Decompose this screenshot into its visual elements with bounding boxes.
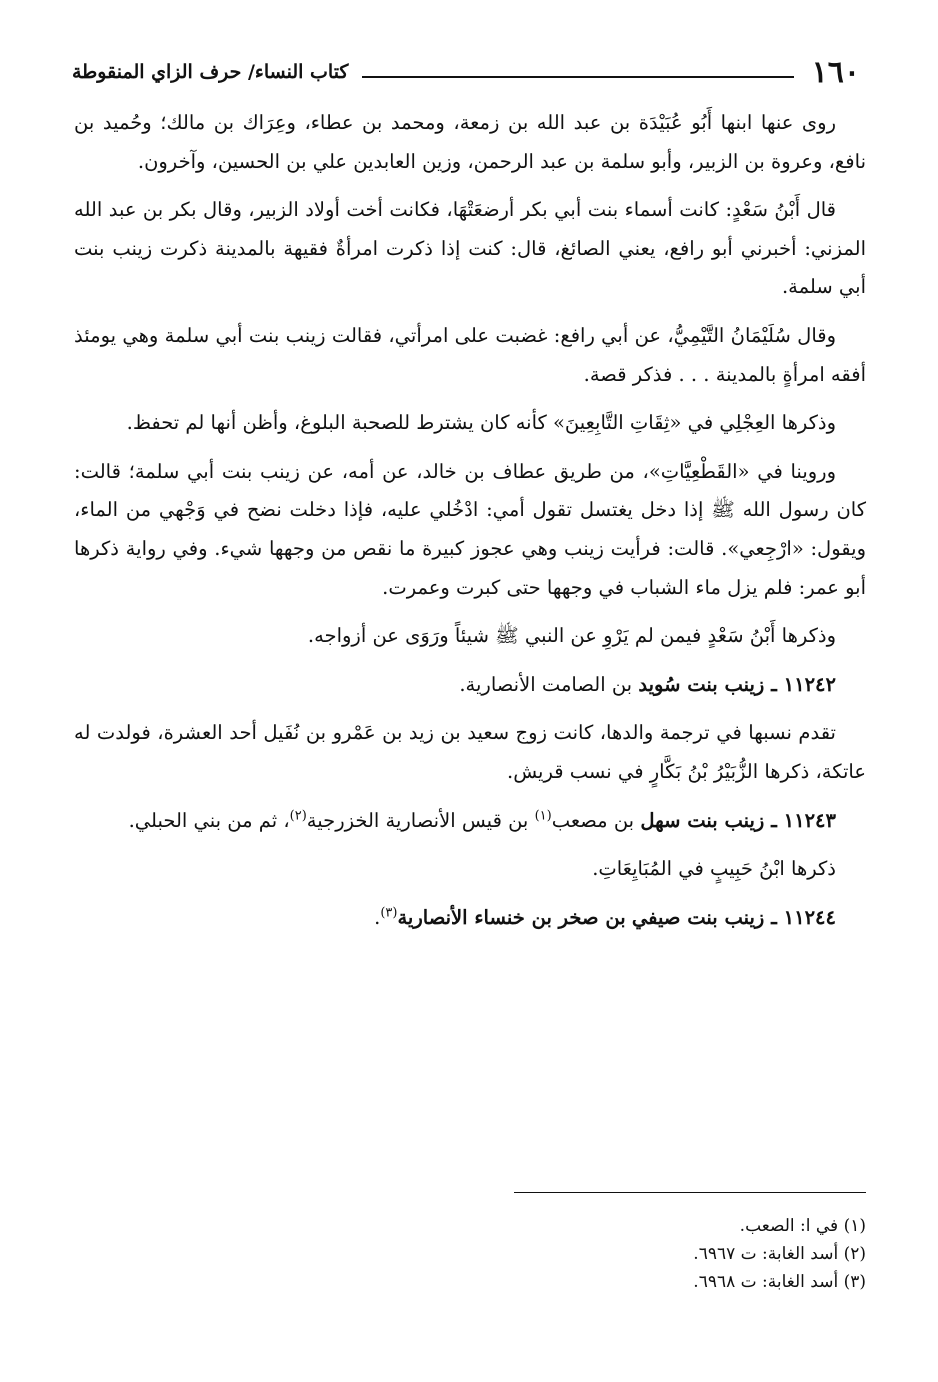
entry-dash: ـ — [764, 808, 784, 832]
footnote-marker[interactable]: (١) — [534, 808, 552, 823]
entry-number: ١١٢٤٢ — [783, 672, 836, 696]
paragraph: تقدم نسبها في ترجمة والدها، كانت زوج سعيد بن زيد بن عَمْرو بن نُفَيل أحد العشرة، فولدت له عاتكة، ذكرها الزُّبَيْرُ بْنُ بَكَّارٍ في نسب قريش. — [74, 721, 866, 783]
entry-dash: ـ — [764, 672, 784, 696]
paragraph: روى عنها ابنها أَبُو عُبَيْدَة بن عبد الله بن زمعة، ومحمد بن عطاء، وعِرَاك بن مالك؛ وحُميد بن نافع، وعروة بن الزبير، وأبو سلمة بن عبد الرحمن، وزين العابدين علي بن الحسين، وآخرون. — [74, 111, 866, 173]
entry-heading — [74, 802, 866, 841]
paragraph: وقال سُلَيْمَانُ التَّيْمِيُّ، عن أبي رافع: غضبت على امرأتي، فقالت زينب بنت أبي سلمة وهي يومئذ أفقه امرأةٍ بالمدينة . . . فذكر قصة. — [74, 323, 866, 386]
footnote-marker[interactable]: (٢) — [289, 808, 307, 823]
entry-number: ١١٢٤٣ — [783, 808, 836, 832]
entry-number: ١١٢٤٤ — [783, 905, 836, 929]
body-text — [74, 104, 866, 947]
paragraph: وذكرها العِجْلِي في «ثِقَاتِ التَّابِعِينَ» كأنه كان يشترط للصحبة البلوغ، وأظن أنها لم تحفظ. — [126, 411, 836, 435]
entry-lineage: بن صخر بن خنساء الأنصارية — [397, 905, 626, 929]
entry-heading — [74, 666, 866, 705]
entry-lineage: بن مصعب — [551, 808, 635, 832]
entry-lineage: ، ثم من بني الحبلي. — [128, 808, 290, 832]
footnote: (٢) أسد الغابة: ت ٦٩٦٧. — [693, 1244, 866, 1264]
page-header — [72, 50, 860, 94]
entry-lineage: بن قيس الأنصارية الخزرجية — [306, 808, 529, 832]
entry-name: زينب بنت سهل — [640, 808, 765, 832]
paragraph: وروينا في «القَطْعِيَّاتِ»، من طريق عطاف بن خالد، عن أمه، عن زينب بنت أبي سلمة؛ قالت: كان رسول الله ﷺ إذا دخل يغتسل تقول أمي: ادْخُلي عليه، فإذا دخلت نضح في وَجْهي من الماء، ويقول: «ارْجِعي». قالت: فرأيت زينب وهي عجوز كبيرة ما نقص من وجهها شيء. وفي رواية ذكرها أبو عمر: فلم يزل ماء الشباب في وجهها حتى كبرت وعمرت. — [74, 459, 866, 599]
entry-dash: ـ — [764, 905, 784, 929]
footnote-marker[interactable]: (٣) — [380, 905, 398, 921]
entry-heading — [74, 899, 866, 938]
entry-lineage: . — [374, 905, 381, 929]
header-rule — [362, 76, 793, 78]
footnote: (١) في ا: الصعب. — [739, 1216, 866, 1236]
paragraph: وذكرها أَبْنُ سَعْدٍ فيمن لم يَرْوِ عن النبي ﷺ شيئاً ورَوَى عن أزواجه. — [307, 624, 836, 648]
entry-name: زينب بنت سُويد — [638, 672, 765, 696]
footnote-rule — [514, 1192, 866, 1193]
running-title: كتاب النساء/ حرف الزاي المنقوطة — [72, 61, 349, 83]
entry-name: زينب بنت صيفي — [631, 905, 765, 929]
paragraph: قال أَبْنُ سَعْدٍ: كانت أسماء بنت أبي بكر أرضعَتْهَا، فكانت أخت أولاد الزبير، وقال بكر بن عبد الله المزني: أخبرني أبو رافع، يعني الصائغ، قال: كنت إذا ذكرت امرأةٌ فقيهة بالمدينة ذكرت زينب بنت أبي سلمة. — [74, 198, 866, 299]
page-number: ١٦٠ — [811, 54, 860, 90]
entry-lineage: بن الصامت الأنصارية. — [459, 672, 633, 696]
paragraph: ذكرها ابْنُ حَبِيبٍ في المُبَايِعَاتِ. — [592, 857, 836, 881]
footnote: (٣) أسد الغابة: ت ٦٩٦٨. — [693, 1272, 866, 1292]
footnotes — [74, 1212, 866, 1296]
